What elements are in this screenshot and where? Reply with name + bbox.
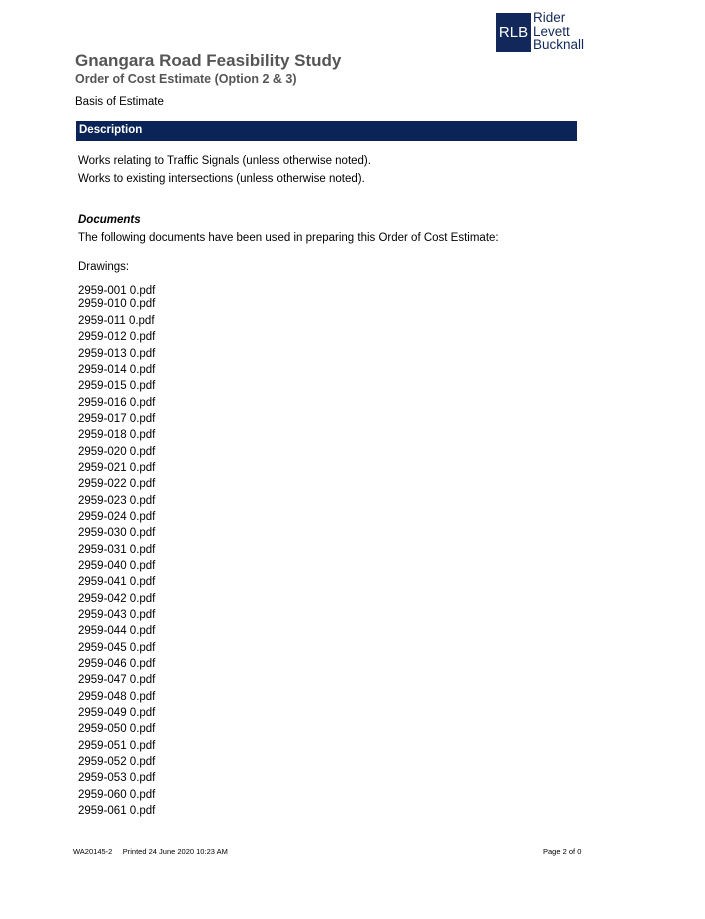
drawing-item: 2959-045 0.pdf <box>78 641 156 654</box>
drawing-item: 2959-051 0.pdf <box>78 739 156 752</box>
page-title: Gnangara Road Feasibility Study <box>75 51 342 70</box>
drawing-item: 2959-021 0.pdf <box>78 461 156 474</box>
drawing-item: 2959-052 0.pdf <box>78 755 156 768</box>
drawing-item: 2959-018 0.pdf <box>78 429 156 442</box>
basis-label: Basis of Estimate <box>75 96 164 108</box>
drawing-item: 2959-001 0.pdf <box>78 285 156 297</box>
drawing-item: 2959-044 0.pdf <box>78 625 156 638</box>
drawing-item: 2959-040 0.pdf <box>78 559 156 572</box>
drawing-item: 2959-016 0.pdf <box>78 396 156 409</box>
documents-heading: Documents <box>78 214 141 226</box>
page-subtitle: Order of Cost Estimate (Option 2 & 3) <box>75 72 297 86</box>
drawing-item: 2959-030 0.pdf <box>78 527 156 540</box>
drawing-item: 2959-023 0.pdf <box>78 494 156 507</box>
drawing-item: 2959-014 0.pdf <box>78 363 156 376</box>
footer-info <box>73 847 228 856</box>
drawing-item: 2959-049 0.pdf <box>78 706 156 719</box>
drawing-item: 2959-015 0.pdf <box>78 380 156 393</box>
drawing-item: 2959-050 0.pdf <box>78 723 156 736</box>
drawing-item: 2959-011 0.pdf <box>78 315 155 327</box>
drawing-item: 2959-061 0.pdf <box>78 804 156 817</box>
drawing-item: 2959-048 0.pdf <box>78 690 156 703</box>
logo-line: Levett <box>533 23 570 39</box>
drawing-item: 2959-041 0.pdf <box>78 576 156 589</box>
drawing-item: 2959-042 0.pdf <box>78 592 156 605</box>
page-number: Page 2 of 0 <box>543 847 582 856</box>
documents-intro: The following documents have been used in preparing this Order of Cost Estimate: <box>78 232 499 244</box>
drawing-item: 2959-046 0.pdf <box>78 657 156 670</box>
drawing-item: 2959-022 0.pdf <box>78 478 156 491</box>
footer-ref: WA20145-2 <box>73 847 113 856</box>
drawing-item: 2959-012 0.pdf <box>78 331 156 344</box>
note: Works to existing intersections (unless otherwise noted). <box>78 173 365 185</box>
drawing-item: 2959-013 0.pdf <box>78 347 156 360</box>
note: Works relating to Traffic Signals (unless otherwise noted). <box>78 155 371 167</box>
drawing-item: 2959-010 0.pdf <box>78 298 156 310</box>
section-header: Description <box>79 124 143 136</box>
logo-line: Bucknall <box>533 37 585 52</box>
rlb-logo-text <box>533 11 584 52</box>
drawing-item: 2959-053 0.pdf <box>78 772 156 785</box>
section-header-bar <box>76 121 577 141</box>
rlb-logo-mark: RLB <box>496 13 531 52</box>
drawing-item: 2959-047 0.pdf <box>78 674 156 687</box>
drawing-item: 2959-031 0.pdf <box>78 543 156 556</box>
drawing-item: 2959-024 0.pdf <box>78 510 156 523</box>
logo-line: Rider <box>533 10 566 25</box>
footer-printed: Printed 24 June 2020 10:23 AM <box>122 847 228 856</box>
drawing-item: 2959-060 0.pdf <box>78 788 156 801</box>
drawings-label: Drawings: <box>78 261 130 273</box>
drawing-item: 2959-017 0.pdf <box>78 412 156 425</box>
drawing-item: 2959-043 0.pdf <box>78 608 156 621</box>
drawing-item: 2959-020 0.pdf <box>78 445 156 458</box>
